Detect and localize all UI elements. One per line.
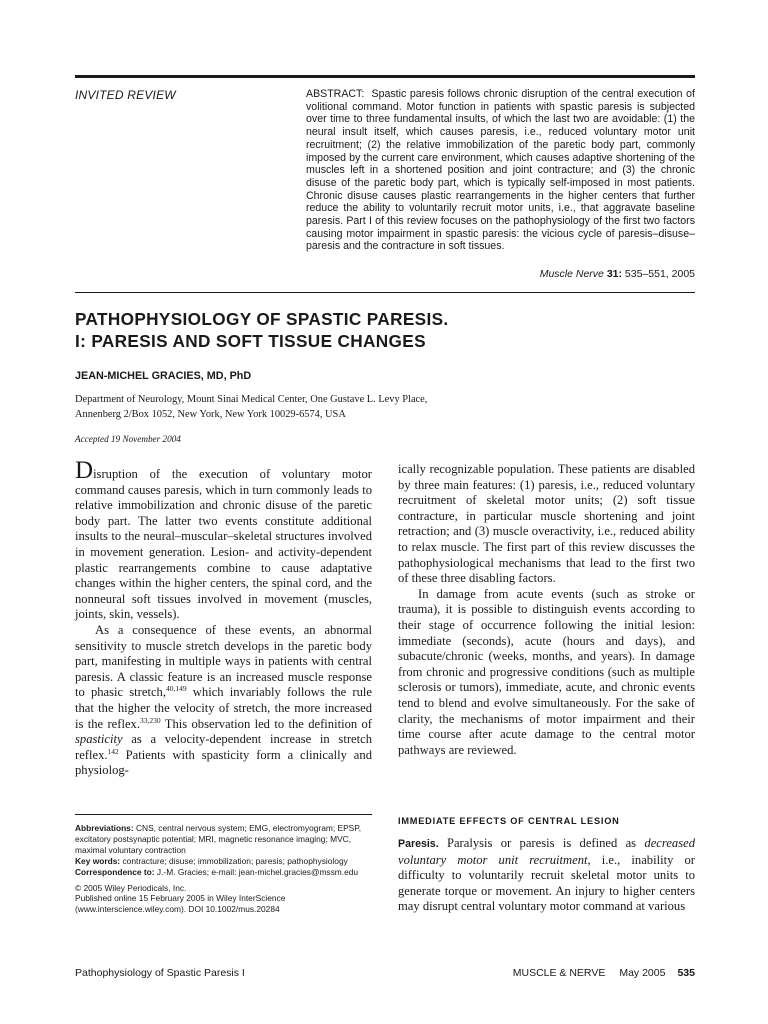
paragraph: In damage from acute events (such as stroke or trauma), it is possible to distinguish events according to their stage of occurrence following the initial lesion: immediate (seconds), acute (hours and days), and subacute/chronic (weeks, months, and years). In damage from chronic and progressive conditions (such as multiple sclerosis or tumors), immediate, acute, and chronic events tend to blend and evolve simultaneously. For the sake of clarity, the mechanisms of motor impairment and their time course after acute damage to the central motor pathways are reviewed. xyxy=(398,586,695,757)
drop-cap: D xyxy=(75,457,94,484)
abbreviations-label: Abbreviations: xyxy=(75,823,134,833)
reference: 33,230 xyxy=(140,715,161,725)
body-column-right xyxy=(398,462,695,758)
article-title xyxy=(75,308,695,352)
correspondence xyxy=(75,867,372,878)
footer-journal: MUSCLE & NERVE xyxy=(512,967,606,979)
footnote-rule xyxy=(75,814,372,815)
citation xyxy=(540,268,695,280)
affiliation-line-2: Annenberg 2/Box 1052, New York, New York 10029-6574, USA xyxy=(75,409,346,420)
reference: 40,149 xyxy=(166,684,187,694)
publication-info: Published online 15 February 2005 in Wiley InterScience (www.interscience.wiley.com). DOI 10.1002/mus.20284 xyxy=(75,893,286,915)
affiliation xyxy=(75,392,495,422)
paragraph-text: as a velocity-dependent increase in stretch reflex. xyxy=(75,732,372,762)
running-footer-journal xyxy=(513,967,695,979)
running-footer-title: Pathophysiology of Spastic Paresis I xyxy=(75,967,245,979)
title-line-1: PATHOPHYSIOLOGY OF SPASTIC PARESIS. xyxy=(75,309,449,329)
keywords-text: contracture; disuse; immobilization; paresis; pathophysiology xyxy=(122,855,348,866)
paragraph: ically recognizable population. These patients are disabled by three main features: (1) paresis, i.e., reduced voluntary recruitment of skeletal motor units; (2) soft tissue contracture, in particular muscle shortening and joint retraction; and (3) muscle overactivity, i.e., reduced ability to relax muscle. The first part of this review discusses the pathophysiological mechanisms that lead to the first two of these three disabling factors. xyxy=(398,462,695,586)
correspondence-text: J.-M. Gracies; e-mail: jean-michel.gracies@mssm.edu xyxy=(156,866,359,877)
paragraph xyxy=(398,836,695,915)
body-column-right-lower xyxy=(398,836,695,915)
paragraph-text: which invariably follows the rule that the higher the velocity of stretch, the more increased is the reflex. xyxy=(75,685,373,731)
title-line-2: I: PARESIS AND SOFT TISSUE CHANGES xyxy=(75,331,426,351)
abbreviations xyxy=(75,823,372,856)
paragraph-text: i.e., inability or difficulty to voluntarily recruit skeletal motor units to generate torque or movement. An injury to higher centers may disrupt central voluntary motor command at various xyxy=(398,852,695,914)
abstract-label: ABSTRACT: xyxy=(306,88,365,100)
body-column-left xyxy=(75,457,373,779)
reference: 142 xyxy=(107,746,119,756)
author: JEAN-MICHEL GRACIES, MD, PhD xyxy=(75,370,252,382)
section-label: INVITED REVIEW xyxy=(75,88,176,102)
abstract-text: Spastic paresis follows chronic disruption of the central execution of volitional command. Motor function in patients with spastic paresis is subjected over time to three fundamental insults, of which the last two are avoidable: (1) the neural insult itself, which causes paresis, i.e., reduced voluntary motor unit recruitment; (2) the relative immobilization of the paretic body part, commonly imposed by the current care environment, which causes adaptive shortening of the muscles left in a shortened position and joint contracture; and (3) the chronic disuse of the paretic body part, which is typically self-imposed in most patients. Chronic disuse causes plastic rearrangements in the higher centers that further reduce the ability to voluntarily recruit motor units, i.e., that aggravate baseline paresis. Part I of this review focuses on the pathophysiology of the first two factors causing motor impairment in spastic paresis: the vicious cycle of paresis–disuse–paresis and the contracture in soft tissues. xyxy=(306,88,696,253)
term: decreased voluntary motor unit recruitment, xyxy=(398,836,695,867)
paragraph-text: This observation led to the definition of xyxy=(160,716,373,731)
title-rule xyxy=(75,292,695,293)
footer-date: May 2005 xyxy=(619,967,666,979)
citation-journal: Muscle Nerve xyxy=(539,268,604,280)
paragraph xyxy=(75,623,372,779)
term: spasticity xyxy=(75,732,123,747)
paragraph xyxy=(75,457,372,623)
abstract xyxy=(306,88,695,253)
paragraph-text: Patients with spasticity form a clinically and physiolog- xyxy=(75,747,372,778)
top-rule xyxy=(75,75,695,78)
citation-volume: 31: xyxy=(606,268,622,280)
keywords xyxy=(75,856,372,867)
accepted-date: Accepted 19 November 2004 xyxy=(75,434,181,444)
citation-pages: 535–551, 2005 xyxy=(624,268,695,280)
paragraph-text: As a consequence of these events, an abnormal sensitivity to muscle stretch develops in the paretic body part, manifesting in multiple ways in patients with central paresis. A classic feature is an increased muscle response to phasic stretch, xyxy=(75,622,372,700)
footnotes xyxy=(75,823,372,915)
section-heading: IMMEDIATE EFFECTS OF CENTRAL LESION xyxy=(398,816,620,826)
copyright: © 2005 Wiley Periodicals, Inc. xyxy=(75,882,187,893)
affiliation-line-1: Department of Neurology, Mount Sinai Medical Center, One Gustave L. Levy Place, xyxy=(75,394,428,405)
abbreviations-text: CNS, central nervous system; EMG, electromyogram; EPSP, excitatory postsynaptic potential; MRI, magnetic resonance imaging; MVC, maximal voluntary contraction xyxy=(75,823,362,855)
page-number: 535 xyxy=(677,967,695,979)
paragraph-text: isruption of the execution of voluntary motor command causes paresis, which in turn commonly leads to relative immobilization and chronic disuse of the paretic body part. The latter two events constitute additional insults to the neural–muscular–skeletal structures involved in movement generation. Lesion- and activity-dependent plastic rearrangements combine to cause adaptative changes within the higher centers, the spinal cord, and the nonneural soft tissues involved in movement (muscles, joints, skin, vessels). xyxy=(75,467,372,622)
paragraph-text: Paralysis or paresis is defined as xyxy=(438,836,645,850)
correspondence-label: Correspondence to: xyxy=(75,866,155,877)
keywords-label: Key words: xyxy=(75,855,121,866)
run-in-heading: Paresis. xyxy=(398,838,439,850)
